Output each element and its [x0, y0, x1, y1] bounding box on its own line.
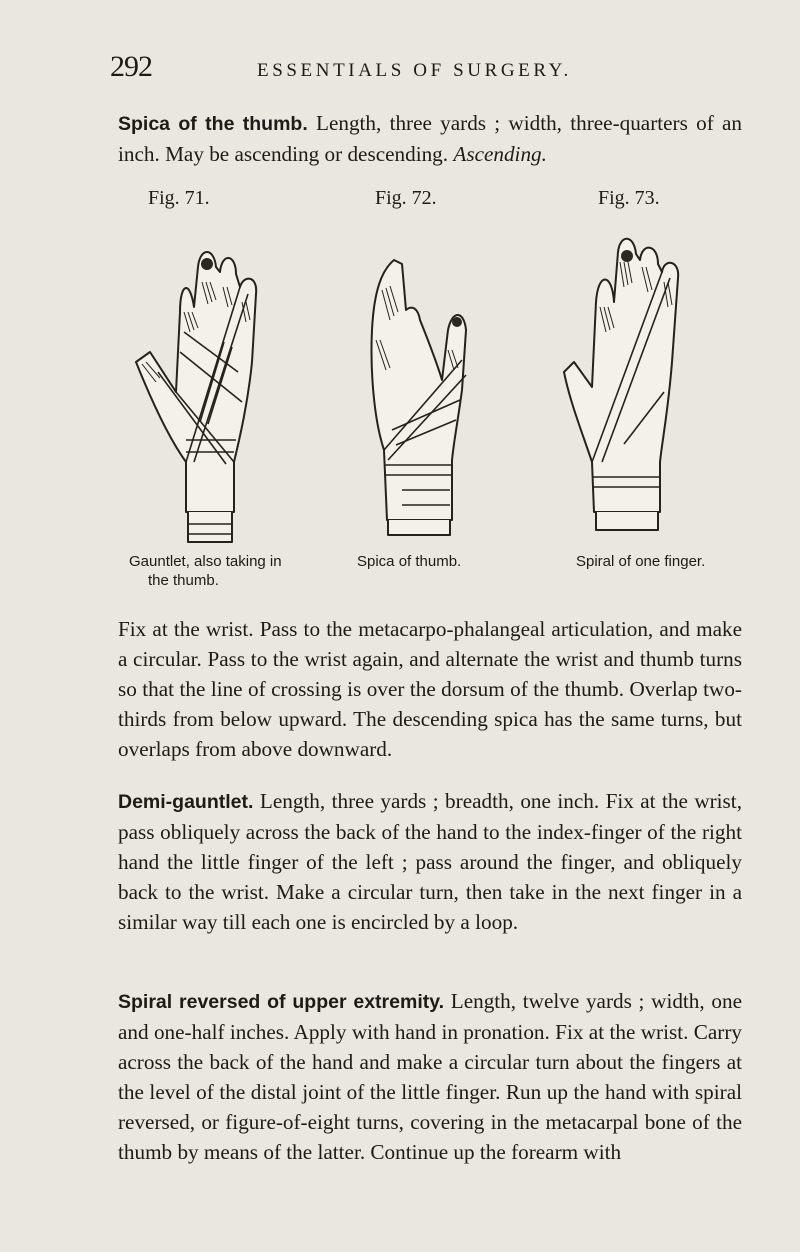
spiral-finger-illustration — [562, 212, 727, 537]
intro-text: Length, three yards ; width, three-quarters of an inch. May be ascending or descending. — [118, 111, 742, 166]
fig-72-caption: Spica of thumb. — [357, 553, 462, 570]
demi-gauntlet-text: Length, three yards ; breadth, one inch. Fix at the wrist, pass obliquely across the back of the hand to the index-finger of the right hand the little finger of the left ; pass around the finger, and obliquely back to the wrist. Make a circular turn, then take in the next finger in a similar way till each one is encircled by a loop. — [118, 789, 742, 934]
page-header — [110, 50, 750, 90]
demi-gauntlet-heading: Demi-gauntlet. — [118, 791, 254, 813]
intro-paragraph — [118, 108, 742, 169]
fig-73-caption: Spiral of one finger. — [576, 553, 706, 570]
fig-73-label: Fig. 73. — [598, 187, 660, 209]
demi-gauntlet-paragraph — [118, 786, 742, 937]
spica-thumb-illustration — [362, 250, 472, 540]
spiral-reversed-heading: Spiral reversed of upper extremity. — [118, 991, 445, 1013]
running-head: ESSENTIALS OF SURGERY. — [257, 60, 572, 81]
fig-72-label: Fig. 72. — [375, 187, 437, 209]
spiral-reversed-paragraph — [118, 986, 742, 1167]
fig-71-label: Fig. 71. — [148, 187, 210, 209]
fig-71-caption — [129, 552, 282, 590]
spica-method-paragraph: Fix at the wrist. Pass to the metacarpo-phalangeal articulation, and make a circular. Pass to the wrist again, and alternate the wrist and thumb turns so that the line of crossing is over the dorsum of the thumb. Overlap two-thirds from below upward. The descending spica has the same turns, but overlaps from above downward. — [118, 617, 742, 761]
gauntlet-illustration — [128, 212, 293, 547]
page-number: 292 — [110, 50, 152, 83]
ascending-italic: Ascending. — [453, 142, 547, 166]
fig-71-caption-line2: the thumb. — [148, 572, 219, 589]
fig-71-caption-line1: Gauntlet, also taking in — [129, 553, 282, 570]
spica-heading: Spica of the thumb. — [118, 113, 308, 135]
spiral-reversed-text: Length, twelve yards ; width, one and one-half inches. Apply with hand in pronation. Fix at the wrist. Carry across the back of the hand and make a circular turn about the fingers at the level of the distal joint of the little finger. Run up the hand with spiral reversed, or figure-of-eight turns, covering in the metacarpal bone of the thumb by means of the latter. Continue up the forearm with — [118, 989, 742, 1164]
